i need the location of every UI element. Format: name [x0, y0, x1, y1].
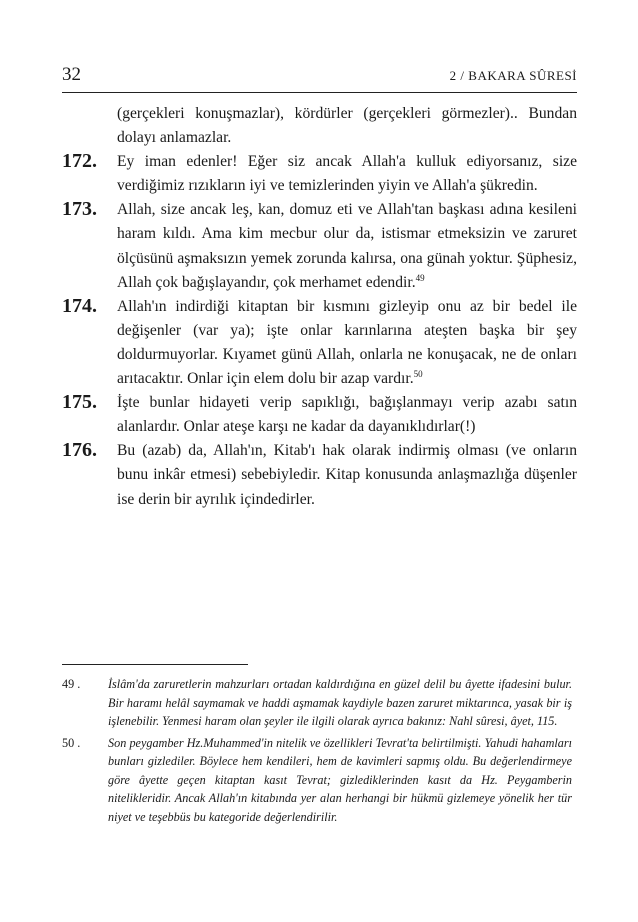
verse-number: 176. — [62, 439, 97, 462]
verse-172 — [62, 150, 577, 198]
verse-text: (gerçekleri konuşmazlar), kördürler (gerçekleri görmezler).. Bundan dolayı anlamazlar. — [117, 105, 577, 147]
page-number: 32 — [62, 64, 81, 85]
verse-continuation — [62, 102, 577, 150]
footnote-number: 50 . — [62, 735, 81, 750]
footnote-divider — [62, 664, 248, 665]
verse-176 — [62, 439, 577, 511]
footnote-49 — [62, 675, 572, 731]
footnote-50 — [62, 734, 572, 827]
footnote-ref[interactable]: 49 — [415, 272, 425, 283]
verse-text: Allah'ın indirdiği kitaptan bir kısmını gizleyip onu az bir bedel ile değişenler (var ya); işte onlar karınlarına ateşten başka bir şey doldurmuyorlar. Kıyamet günü Allah, onlarla ne konuşacak, ne de onları arıtacaktır. Onlar için elem dolu bir azap vardır. — [117, 297, 577, 388]
chapter-title: 2 / BAKARA SÛRESİ — [449, 68, 577, 83]
footnote-number: 49 . — [62, 677, 81, 691]
verse-173 — [62, 198, 577, 294]
footnote-ref[interactable]: 50 — [413, 369, 423, 380]
verse-text: Allah, size ancak leş, kan, domuz eti ve Allah'tan başkası adına kesileni haram kıldı. Ama kim mecbur olur da, istismar etmeksizin ve zaruret ölçüsünü aşmaksızın yemek zorunda kalırsa, ona günah yoktur. Şüphesiz, Allah çok bağışlayandır, çok merhamet edendir. — [117, 201, 577, 291]
footnote-text: Son peygamber Hz.Muhammed'in nitelik ve özellikleri Tevrat'ta belirtilmişti. Yahudi hahamları bunları gizlediler. Böylece hem kendileri, hem de kavimleri sapmış oldu. Bu değerlendirmeye göre âyette geçen kitaptan kasıt Tevrat; gizlediklerinden kasıt da Hz. Peygamberin nitelikleridir. Ancak Allah'ın kitabında yer alan herhangi bir hükmü gizlemeye yönelik her tür niyet ve teşebbüs bu kategoride değerlendirilir. — [108, 735, 572, 824]
verse-174 — [62, 295, 577, 391]
verse-number: 174. — [62, 294, 97, 317]
verse-number: 173. — [62, 198, 97, 221]
verse-list — [62, 102, 577, 512]
verse-text: Ey iman edenler! Eğer siz ancak Allah'a kulluk ediyorsanız, size verdiğimiz rızıkların iyi ve temizlerinden yiyin ve Allah'a şükredin. — [117, 153, 577, 195]
page-header — [62, 62, 577, 93]
footnote-list — [62, 675, 572, 829]
verse-text: İşte bunlar hidayeti verip sapıklığı, bağışlanmayı verip azabı satın alanlardır. Onlar ateşe karşı ne kadar da dayanıklıdırlar(!) — [117, 394, 577, 436]
verse-text: Bu (azab) da, Allah'ın, Kitab'ı hak olarak indirmiş olması (ve onların bunu inkâr etmesi) sebebiyledir. Kitap konusunda anlaşmazlığa düşenler ise derin bir ayrılık içindedirler. — [117, 442, 577, 508]
verse-number: 172. — [62, 150, 97, 173]
verse-number: 175. — [62, 391, 97, 414]
footnote-text: İslâm'da zaruretlerin mahzurları ortadan kaldırdığına en güzel delil bu âyette ifadesini bulur. Bir haramı helâl saymamak ve haddi aşmamak kaydiyle bazen zaruret miktarınca, yasak bir iş işlenebilir. Yenmesi haram olan şeyler ile ilgili olarak ayrıca bakınız: Nahl sûresi, âyet, 115. — [108, 677, 572, 728]
verse-175 — [62, 391, 577, 439]
